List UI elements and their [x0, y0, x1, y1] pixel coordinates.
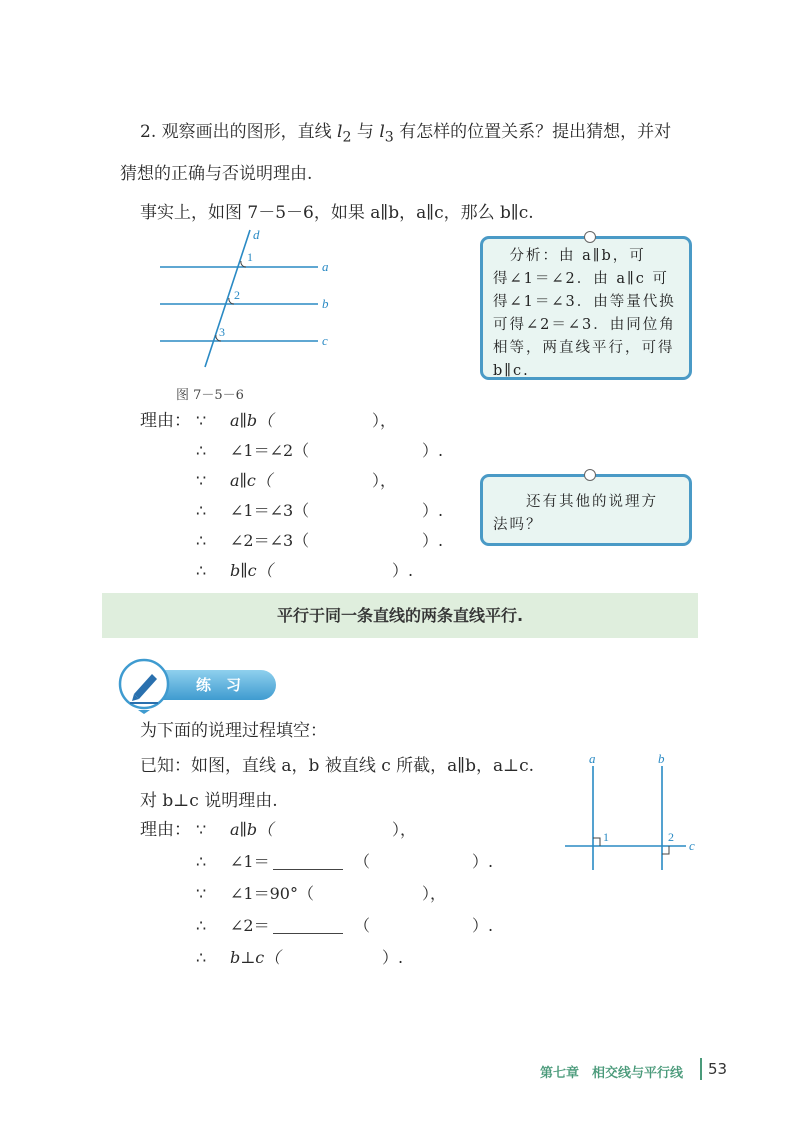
- page-number: 53: [708, 1060, 728, 1078]
- exercise-text: b⊥c（: [230, 948, 281, 967]
- exercise-intro: 为下面的说理过程填空：: [140, 721, 327, 741]
- fill-blank[interactable]: [273, 855, 343, 870]
- exercise-header: [104, 658, 280, 714]
- l3-subscript: 3: [384, 129, 394, 146]
- angle-1-arc: [241, 261, 246, 267]
- because-symbol: ∵: [196, 884, 207, 903]
- analysis-line: 相等，两直线平行，可得: [493, 340, 675, 356]
- exercise-text: a∥b（: [230, 820, 274, 839]
- reasoning-close: ），: [372, 411, 397, 430]
- label-b: b: [658, 751, 665, 766]
- because-symbol: ∵: [196, 411, 207, 430]
- because-symbol: ∵: [196, 471, 207, 490]
- label-d: d: [253, 227, 260, 242]
- exercise-close: ），: [422, 884, 447, 903]
- reasoning-text: b∥c（: [230, 561, 273, 580]
- pin-icon: [584, 231, 596, 243]
- callout-line: 还有其他的说理方: [493, 494, 658, 510]
- fact-statement: 事实上，如图 7－5－6，如果 a∥b，a∥c，那么 b∥c.: [140, 203, 534, 223]
- label-a: a: [322, 259, 329, 274]
- open-paren: （: [354, 916, 371, 935]
- reasoning-row: [196, 436, 496, 466]
- exercise-row: [196, 815, 516, 845]
- question-number: 2.: [140, 122, 157, 142]
- exercise-title: 练 习: [196, 676, 242, 694]
- therefore-symbol: ∴: [196, 441, 207, 460]
- analysis-line: 分析：由 a∥b，可: [493, 248, 646, 264]
- exercise-row: [196, 847, 516, 877]
- reasoning-text: ∠1＝∠3（: [230, 501, 310, 520]
- exercise-row: [196, 879, 516, 909]
- question-text-part2: 有怎样的位置关系？提出猜想，并对: [393, 122, 672, 142]
- label-c: c: [322, 333, 328, 348]
- callout-line: 法吗？: [493, 517, 543, 533]
- reasoning-close: ）.: [422, 501, 444, 520]
- exercise-text: ∠1＝: [230, 852, 270, 871]
- therefore-symbol: ∴: [196, 948, 207, 967]
- analysis-line: 得∠1＝∠3．由等量代换: [493, 294, 676, 310]
- reasoning-text: a∥c（: [230, 471, 272, 490]
- figure-7-5-6: [150, 225, 350, 375]
- reasoning-close: ）.: [422, 531, 444, 550]
- line-d: [205, 230, 250, 367]
- fill-blank[interactable]: [273, 919, 343, 934]
- theorem-band: 平行于同一条直线的两条直线平行.: [102, 593, 698, 638]
- figure-caption: 图 7－5－6: [176, 388, 244, 403]
- reasoning-row: [196, 556, 496, 586]
- analysis-callout: [480, 236, 692, 380]
- reasoning-close: ）.: [422, 441, 444, 460]
- reasoning-close: ）.: [392, 561, 414, 580]
- reasoning-text: ∠1＝∠2（: [230, 441, 310, 460]
- exercise-figure: [560, 750, 710, 880]
- therefore-symbol: ∴: [196, 916, 207, 935]
- exercise-text: ∠1＝90°（: [230, 884, 314, 903]
- exercise-ask: 对 b⊥c 说明理由.: [140, 791, 278, 811]
- footer-divider: [700, 1058, 702, 1080]
- exercise-row: [196, 911, 516, 941]
- label-angle-1: 1: [603, 830, 609, 844]
- therefore-symbol: ∴: [196, 852, 207, 871]
- analysis-line: b∥c.: [493, 363, 530, 379]
- label-angle-1: 1: [247, 250, 253, 264]
- exercise-close: ）.: [382, 948, 404, 967]
- exercise-row: [196, 943, 516, 973]
- analysis-line: 得∠1＝∠2．由 a∥c 可: [493, 271, 669, 287]
- label-c: c: [689, 838, 695, 853]
- label-b: b: [322, 296, 329, 311]
- reasoning-text: a∥b（: [230, 411, 274, 430]
- question-text-line2: 猜想的正确与否说明理由.: [120, 164, 313, 185]
- line-l3-label: l: [379, 122, 385, 142]
- exercise-close: ）.: [472, 916, 494, 935]
- question-2: [120, 114, 700, 193]
- reasoning-close: ），: [372, 471, 397, 490]
- reasoning-row: [196, 406, 496, 436]
- exercise-given: 已知：如图，直线 a，b 被直线 c 所截，a∥b，a⊥c.: [140, 756, 535, 776]
- reasoning-row: [196, 526, 496, 556]
- because-symbol: ∵: [196, 820, 207, 839]
- exercise-reason-label: 理由：: [140, 820, 191, 840]
- pin-icon: [584, 469, 596, 481]
- label-angle-2: 2: [668, 830, 674, 844]
- question-text-part1: 观察画出的图形，直线: [161, 122, 338, 142]
- label-angle-3: 3: [219, 325, 225, 339]
- footer-chapter: 第七章: [540, 1066, 580, 1081]
- therefore-symbol: ∴: [196, 501, 207, 520]
- right-angle-mark-2: [662, 846, 669, 854]
- therefore-symbol: ∴: [196, 561, 207, 580]
- reasoning-row: [196, 466, 496, 496]
- therefore-symbol: ∴: [196, 531, 207, 550]
- footer-title: 相交线与平行线: [592, 1066, 684, 1081]
- exercise-close: ）.: [472, 852, 494, 871]
- reasoning-row: [196, 496, 496, 526]
- line-l2-label: l: [337, 122, 343, 142]
- reasoning-label: 理由：: [140, 411, 191, 431]
- l2-subscript: 2: [342, 129, 352, 146]
- analysis-line: 可得∠2＝∠3．由同位角: [493, 317, 676, 333]
- other-methods-callout: [480, 474, 692, 546]
- open-paren: （: [354, 852, 371, 871]
- label-a: a: [589, 751, 596, 766]
- exercise-text: ∠2＝: [230, 916, 270, 935]
- exercise-close: ），: [392, 820, 417, 839]
- question-text-mid: 与: [351, 122, 380, 142]
- reasoning-text: ∠2＝∠3（: [230, 531, 310, 550]
- label-angle-2: 2: [234, 288, 240, 302]
- right-angle-mark-1: [593, 838, 600, 846]
